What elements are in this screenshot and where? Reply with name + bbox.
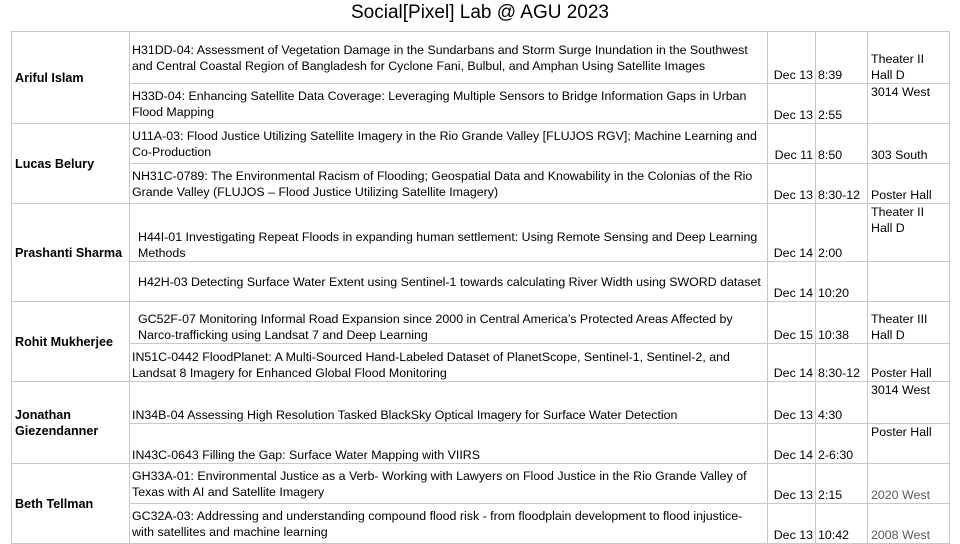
talk-time: 4:30: [816, 382, 868, 424]
talk-title: IN51C-0442 FloodPlanet: A Multi-Sourced Hand-Labeled Dataset of PlanetScope, Sentinel-1, Sentinel-2, and Landsat 8 Imagery for Enhanced Global Flood Monitoring: [130, 344, 768, 382]
talk-time: 10:38: [816, 302, 868, 344]
presenter-name: Prashanti Sharma: [12, 204, 130, 302]
talk-title: NH31C-0789: The Environmental Racism of Flooding; Geospatial Data and Knowability in the Colonias of the Rio Grande Valley (FLUJOS – Flood Justice Utilizing Satellite Imagery): [130, 164, 768, 204]
table-row: [12, 164, 950, 204]
talk-date: Dec 13: [768, 32, 816, 84]
talk-title: U11A-03: Flood Justice Utilizing Satellite Imagery in the Rio Grande Valley [FLUJOS RGV]; Machine Learning and Co-Production: [130, 124, 768, 164]
talk-location: 2008 West: [868, 504, 950, 544]
table-row: [12, 424, 950, 464]
talk-location: 3014 West: [868, 84, 950, 124]
talk-date: Dec 13: [768, 164, 816, 204]
table-row: [12, 32, 950, 84]
table-row: [12, 464, 950, 504]
presenter-name: Lucas Belury: [12, 124, 130, 204]
talk-location: Theater III Hall D: [868, 302, 950, 344]
talk-time: 10:20: [816, 262, 868, 302]
talk-location: Poster Hall: [868, 344, 950, 382]
talk-date: Dec 14: [768, 204, 816, 262]
talk-title: IN43C-0643 Filling the Gap: Surface Water Mapping with VIIRS: [130, 424, 768, 464]
table-row: [12, 262, 950, 302]
talk-location: Theater II Hall D: [868, 204, 950, 262]
schedule-table: [11, 31, 950, 544]
talk-time: 8:30-12: [816, 164, 868, 204]
talk-time: 2:00: [816, 204, 868, 262]
table-row: [12, 124, 950, 164]
table-row: [12, 382, 950, 424]
talk-location: Poster Hall: [868, 164, 950, 204]
presenter-name: Rohit Mukherjee: [12, 302, 130, 382]
talk-date: Dec 13: [768, 504, 816, 544]
talk-time: 10:42: [816, 504, 868, 544]
table-row: [12, 84, 950, 124]
presenter-name: Jonathan Giezendanner: [12, 382, 130, 464]
talk-title: GH33A-01: Environmental Justice as a Verb- Working with Lawyers on Flood Justice in the Rio Grande Valley of Texas with AI and Satellite Imagery: [130, 464, 768, 504]
talk-title: H33D-04: Enhancing Satellite Data Coverage: Leveraging Multiple Sensors to Bridge Information Gaps in Urban Flood Mapping: [130, 84, 768, 124]
talk-title: GC32A-03: Addressing and understanding compound flood risk - from floodplain development to flood injustice- with satellites and machine learning: [130, 504, 768, 544]
talk-location: 2020 West: [868, 464, 950, 504]
talk-date: Dec 11: [768, 124, 816, 164]
talk-location: 3014 West: [868, 382, 950, 424]
talk-title: H44I-01 Investigating Repeat Floods in expanding human settlement: Using Remote Sensing and Deep Learning Methods: [130, 204, 768, 262]
talk-date: Dec 14: [768, 262, 816, 302]
talk-date: Dec 13: [768, 382, 816, 424]
talk-title: H31DD-04: Assessment of Vegetation Damage in the Sundarbans and Storm Surge Inundation in the Southwest and Central Coastal Region of Bangladesh for Cyclone Fani, Bulbul, and Amphan Using Satellite Images: [130, 32, 768, 84]
talk-title: H42H-03 Detecting Surface Water Extent using Sentinel-1 towards calculating River Width using SWORD dataset: [130, 262, 768, 302]
talk-title: GC52F-07 Monitoring Informal Road Expansion since 2000 in Central America’s Protected Areas Affected by Narco-trafficking using Landsat 7 and Deep Learning: [130, 302, 768, 344]
talk-date: Dec 13: [768, 84, 816, 124]
table-row: [12, 504, 950, 544]
talk-date: Dec 14: [768, 424, 816, 464]
talk-date: Dec 14: [768, 344, 816, 382]
talk-time: 8:50: [816, 124, 868, 164]
talk-time: 8:39: [816, 32, 868, 84]
talk-time: 2:15: [816, 464, 868, 504]
talk-time: 2-6:30: [816, 424, 868, 464]
presenter-name: Ariful Islam: [12, 32, 130, 124]
page-title: Social[Pixel] Lab @ AGU 2023: [351, 2, 609, 23]
talk-time: 2:55: [816, 84, 868, 124]
talk-time: 8:30-12: [816, 344, 868, 382]
talk-title: IN34B-04 Assessing High Resolution Tasked BlackSky Optical Imagery for Surface Water Detection: [130, 382, 768, 424]
talk-location: Theater II Hall D: [868, 32, 950, 84]
talk-date: Dec 15: [768, 302, 816, 344]
presenter-name: Beth Tellman: [12, 464, 130, 544]
talk-location: Poster Hall: [868, 424, 950, 464]
table-row: [12, 302, 950, 344]
talk-location: [868, 262, 950, 302]
talk-location: 303 South: [868, 124, 950, 164]
table-row: [12, 344, 950, 382]
talk-date: Dec 13: [768, 464, 816, 504]
table-row: [12, 204, 950, 262]
